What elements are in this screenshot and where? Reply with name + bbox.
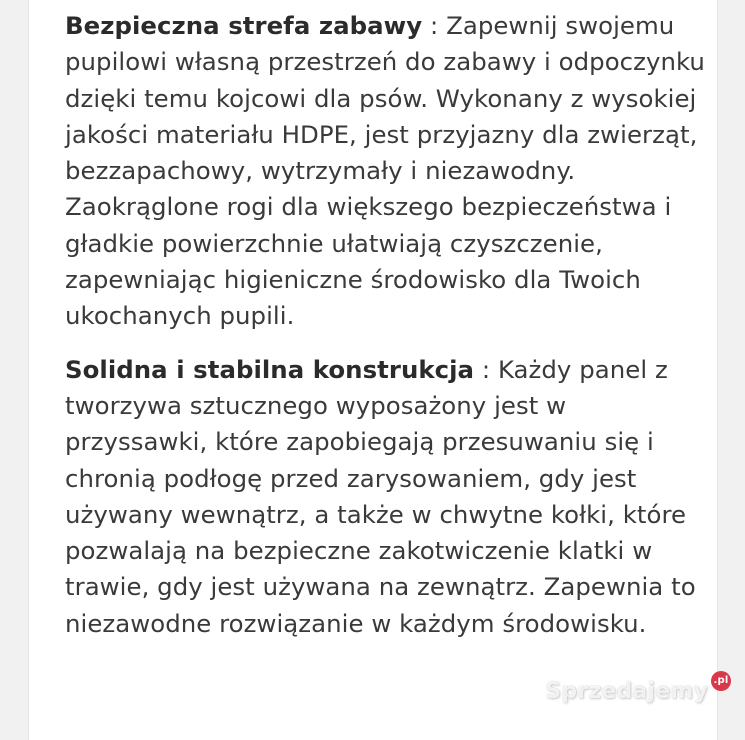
product-description	[65, 8, 705, 659]
heading-separator: :	[474, 354, 498, 384]
sprzedajemy-watermark	[545, 675, 731, 704]
paragraph-heading: Bezpieczna strefa zabawy	[65, 11, 423, 40]
paragraph-heading: Solidna i stabilna konstrukcja	[65, 354, 475, 384]
watermark-brand: Sprzedajemy	[545, 679, 708, 704]
watermark-badge: .pl	[711, 671, 731, 691]
description-paragraph-construction	[65, 352, 705, 642]
paragraph-text: Każdy panel z tworzywa sztucznego wyposażony jest w przyssawki, które zapobiegają przesuwaniu się i chronią podłogę przed zarysowaniem, gdy jest używany wewnątrz, a także w chwytne kołki, które pozwalają na bezpieczne zakotwiczenie klatki w trawie, gdy jest używana na zewnątrz. Zapewnia to niezawodne rozwiązanie w każdym środowisku.	[65, 354, 696, 638]
heading-separator: :	[422, 11, 447, 40]
description-paragraph-play-zone	[65, 8, 705, 335]
paragraph-text: Zapewnij swojemu pupilowi własną przestrzeń do zabawy i odpoczynku dzięki temu kojcowi dla psów. Wykonany z wysokiej jakości materiału HDPE, jest przyjazny dla zwierząt, bezzapachowy, wytrzymały i niezawodny. Zaokrąglone rogi dla większego bezpieczeństwa i gładkie powierzchnie ułatwiają czyszczenie, zapewniając higieniczne środowisko dla Twoich ukochanych pupili.	[65, 11, 705, 331]
